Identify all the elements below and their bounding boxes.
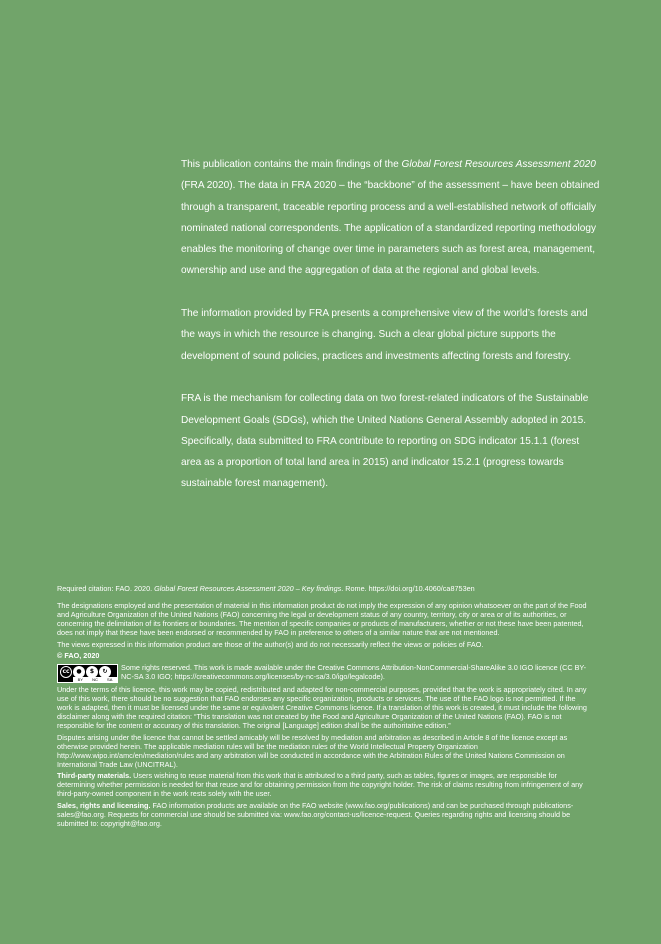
designations-disclaimer: The designations employed and the presentation of material in this information product do not imply the expression of any opinion whatsoever on the part of the Food and Agriculture Organization of the United Nations (FAO) concerning the legal or development status of any country, territory, city or area or of its authorities, or concerning the delimitation of its frontiers or boundaries. The mention of specific companies or products of manufacturers, whether or not these have been patented, does not imply that these have been endorsed or recommended by FAO in preference to others of a similar nature that are not mentioned. (57, 601, 587, 638)
summary-text (181, 154, 601, 516)
views-disclaimer: The views expressed in this information product are those of the author(s) and do not necessarily reflect the views or policies of FAO. (57, 639, 484, 649)
summary-paragraph-1 (181, 154, 601, 282)
disputes-notice: Disputes arising under the licence that cannot be settled amicably will be resolved by mediation and arbitration as described in Article 8 of the licence except as otherwise provided herein. The applicable mediation rules will be the mediation rules of the World Intellectual Property Organization http://www.wipo.int/amc/en/mediation/rules and any arbitration will be conducted in accordance with the Arbitration Rules of the United Nations Commission on International Trade Law (UNCITRAL). (57, 732, 568, 769)
summary-paragraph-2: The information provided by FRA presents a comprehensive view of the world’s forests and the ways in which the resource is changing. Such a clear global picture supports the development of sound policies, practices and investments affecting forests and forestry. (181, 308, 588, 362)
citation-pre: Required citation: FAO. 2020. (57, 584, 155, 593)
citation-title: Global Forest Resources Assessment 2020 – Key findings (154, 584, 342, 593)
sales-notice (57, 801, 587, 828)
sales-text: FAO information products are available on the FAO website (www.fao.org/publications) and can be purchased through publications-sales@fao.org. Requests for commercial use should be submitted via: www.fao.org/contact-us/licence-request. Queries regarding rights and licensing should be submitted to: copyright@fao.org. (57, 800, 574, 828)
third-party-notice (57, 771, 587, 798)
by-icon: ● (73, 666, 85, 678)
sa-icon: ↻ (99, 666, 111, 678)
required-citation (57, 584, 587, 593)
cc-by-nc-sa-icon (57, 664, 118, 683)
by-label: BY (77, 676, 83, 682)
licence-row (57, 663, 587, 683)
nc-icon: $ (86, 666, 98, 678)
third-party-label: Third-party materials. (57, 771, 132, 781)
para1-post: (FRA 2020). The data in FRA 2020 – the “backbone” of the assessment – have been obtained through a transparent, traceable reporting process and a well-established network of officially nominated national correspondents. The application of a standardized reporting methodology enables the monitoring of change over time in parameters such as forest area, management, ownership and use and the aggregation of data at the regional and global levels. (181, 180, 600, 277)
copyright-line: © FAO, 2020 (57, 651, 100, 661)
third-party-text: Users wishing to reuse material from this work that is attributed to a third party, such as tables, figures or images, are responsible for determining whether permission is needed for that reuse and for obtaining permission from the copyright holder. The risk of claims resulting from infringement of any third-party-owned component in the work rests solely with the user. (57, 771, 583, 799)
para1-pre: This publication contains the main findings of the (181, 159, 402, 170)
citation-post: . Rome. https://doi.org/10.4060/ca8753en (341, 584, 475, 593)
summary-paragraph-3: FRA is the mechanism for collecting data on two forest-related indicators of the Sustainable Development Goals (SDGs), which the United Nations General Assembly adopted in 2015. Specifically, data submitted to FRA contribute to reporting on SDG indicator 15.1.1 (forest area as a proportion of total land area in 2015) and indicator 15.2.1 (progress towards sustainable forest management). (181, 393, 589, 490)
legal-notice (57, 584, 587, 831)
nc-label: NC (92, 676, 98, 682)
fra-title: Global Forest Resources Assessment 2020 (401, 159, 596, 170)
sa-label: SA (107, 676, 113, 682)
licence-terms: Under the terms of this licence, this work may be copied, redistributed and adapted for non-commercial purposes, provided that the work is appropriately cited. In any use of this work, there should be no suggestion that FAO endorses any specific organization, products or services. The use of the FAO logo is not permitted. If the work is adapted, then it must be licensed under the same or equivalent Creative Commons licence. If a translation of this work is created, it must include the following disclaimer along with the required citation: “This translation was not created by the Food and Agriculture Organization of the United Nations (FAO). FAO is not responsible for the content or accuracy of this translation. The original [Language] edition shall be the authoritative edition.” (57, 684, 587, 731)
cc-symbol: cc (60, 666, 72, 678)
sales-label: Sales, rights and licensing. (57, 800, 151, 810)
some-rights-reserved: Some rights reserved. This work is made available under the Creative Commons Attribution-NonCommercial-ShareAlike 3.0 IGO licence (CC BY-NC-SA 3.0 IGO; https://creativecommons.org/licenses/by-nc-sa/3.0/igo/legalcode). (121, 662, 586, 681)
